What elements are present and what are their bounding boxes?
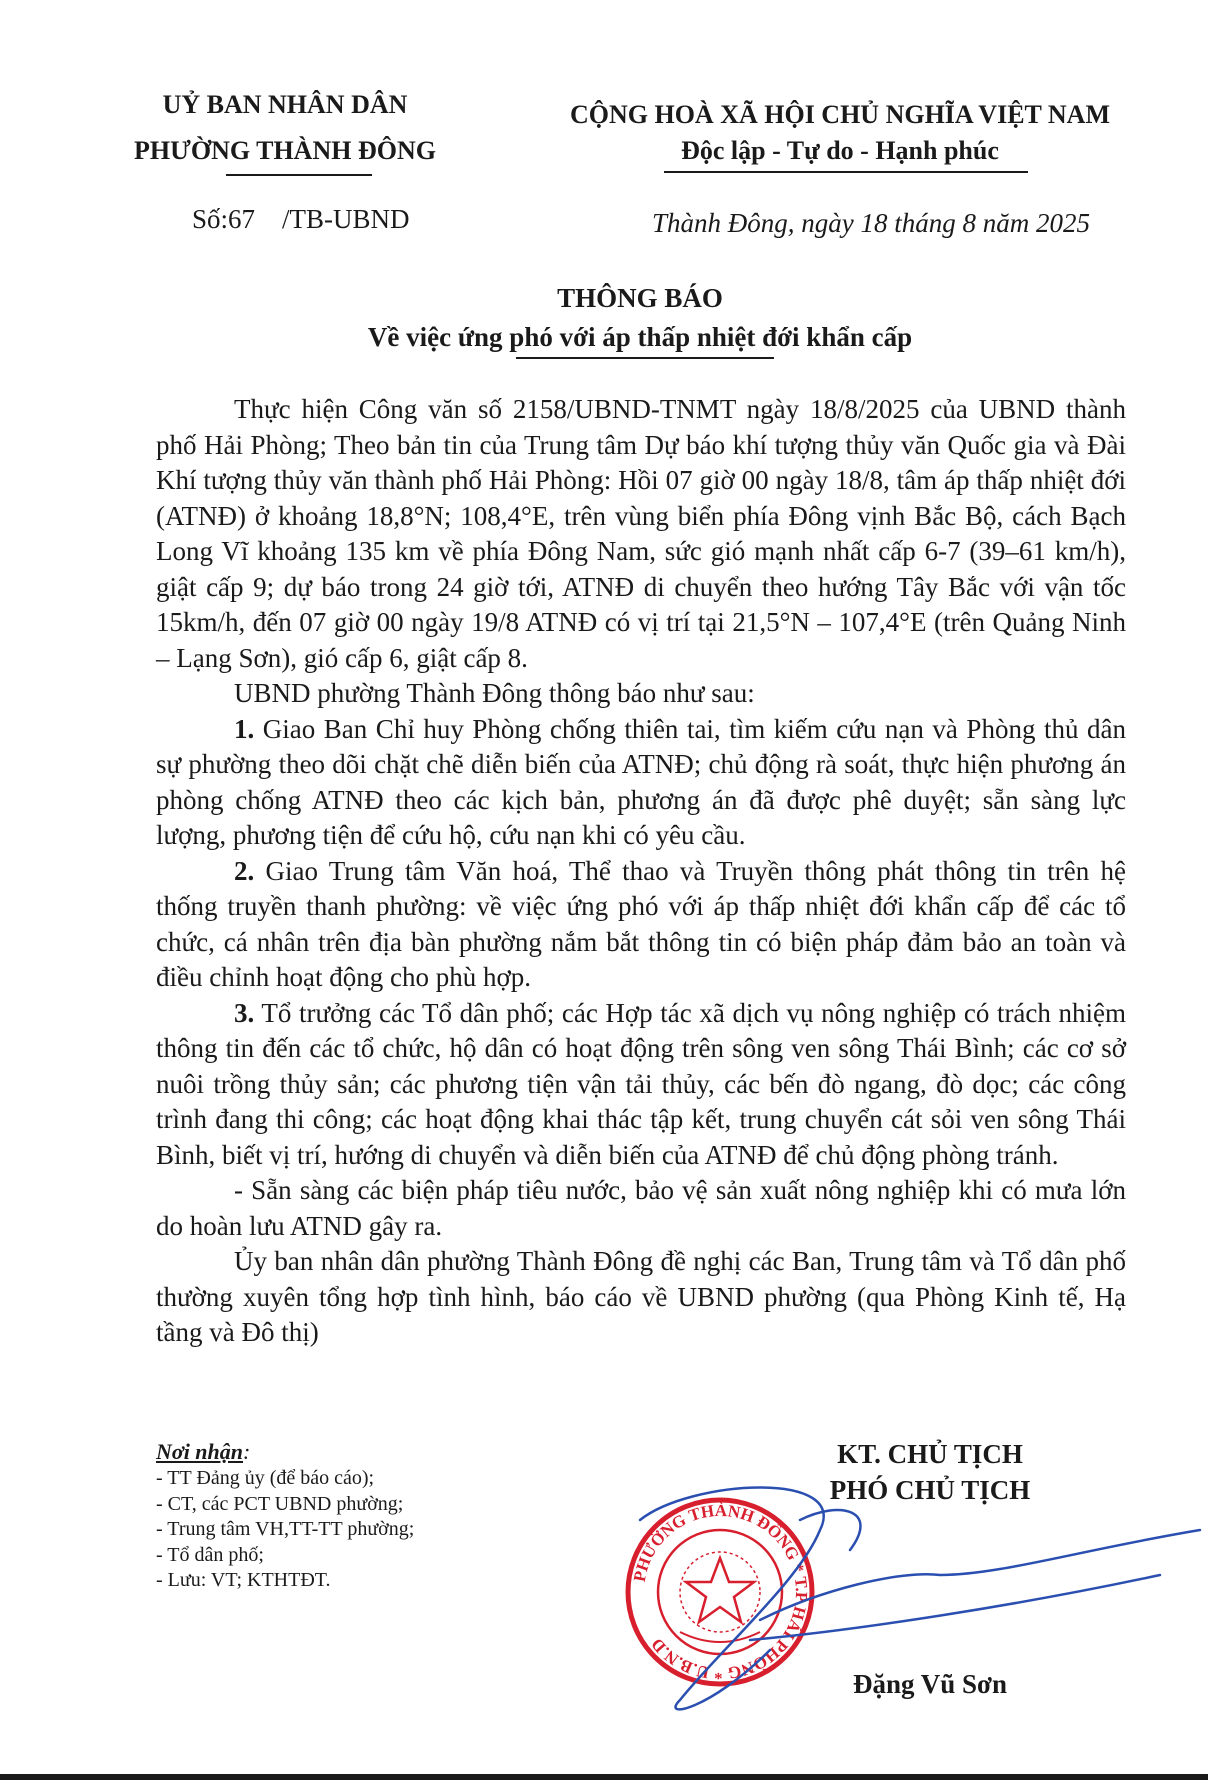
recipient-item: - CT, các PCT UBND phường;	[156, 1492, 404, 1515]
recipient-item: - Trung tâm VH,TT-TT phường;	[156, 1518, 415, 1540]
recipients-block	[156, 1438, 414, 1594]
org-name-line2: PHƯỜNG THÀNH ĐÔNG	[134, 136, 436, 165]
recipients-colon: :	[243, 1439, 251, 1464]
signature-title-line1: KT. CHỦ TỊCH	[837, 1439, 1023, 1469]
item-1-text: Giao Ban Chỉ huy Phòng chống thiên tai, tìm kiếm cứu nạn và Phòng thủ dân sự phường theo dõi chặt chẽ diễn biến của ATNĐ; chủ động rà soát, thực hiện phương án phòng chống ATNĐ theo các kịch bản, phương án đã được phê duyệt; sẵn sàng lực lượng, phương tiện để cứu hộ, cứu nạn khi có yêu cầu.	[156, 713, 1126, 850]
body-item-2	[156, 854, 1126, 996]
place-and-date: Thành Đông, ngày 18 tháng 8 năm 2025	[652, 208, 1090, 238]
body-closing: Ủy ban nhân dân phường Thành Đông đề nghị các Ban, Trung tâm và Tổ dân phố thường xuyên tổng hợp tình hình, báo cáo về UBND phường (qua Phòng Kinh tế, Hạ tầng và Đô thị)	[156, 1246, 1126, 1347]
signature-title-line2: PHÓ CHỦ TỊCH	[829, 1475, 1031, 1505]
nation-title: CỘNG HOÀ XÃ HỘI CHỦ NGHĨA VIỆT NAM	[569, 100, 1111, 129]
body-paragraph-intro: Thực hiện Công văn số 2158/UBND-TNMT ngày 18/8/2025 của UBND thành phố Hải Phòng; Theo bản tin của Trung tâm Dự báo khí tượng thủy văn Quốc gia và Đài Khí tượng thủy văn thành phố Hải Phòng: Hồi 07 giờ 00 ngày 18/8, tâm áp thấp nhiệt đới (ATNĐ) ở khoảng 18,8°N; 108,4°E, trên vùng biển phía Đông vịnh Bắc Bộ, cách Bạch Long Vĩ khoảng 135 km về phía Đông Nam, sức gió mạnh nhất cấp 6-7 (39–61 km/h), giật cấp 9; dự báo trong 24 giờ tới, ATNĐ di chuyển theo hướng Tây Bắc với vận tốc 15km/h, đến 07 giờ 00 ngày 19/8 ATNĐ có vị trí tại 21,5°N – 107,4°E (trên Quảng Ninh – Lạng Sơn), gió cấp 6, giật cấp 8.	[156, 394, 1126, 673]
document-body	[156, 392, 1126, 1351]
page-bottom-edge	[0, 1774, 1208, 1780]
body-paragraph-announce: UBND phường Thành Đông thông báo như sau:	[234, 678, 755, 708]
recipient-item: - Lưu: VT; KTHTĐT.	[156, 1569, 331, 1591]
org-name-line1: UỶ BAN NHÂN DÂN	[162, 90, 408, 119]
recipients-title-text: Nơi nhận	[156, 1439, 244, 1464]
body-item-3	[156, 996, 1126, 1174]
org-underline	[226, 174, 372, 176]
nation-motto: Độc lập - Tự do - Hạnh phúc	[681, 136, 999, 165]
item-2-text: Giao Trung tâm Văn hoá, Thể thao và Truyền thông phát thông tin trên hệ thống truyền thanh phường: về việc ứng phó với áp thấp nhiệt đới khẩn cấp để các tổ chức, cá nhân trên địa bàn phường nắm bắt thông tin có biện pháp đảm bảo an toàn và điều chỉnh hoạt động cho phù hợp.	[156, 855, 1126, 992]
item-2-number: 2.	[234, 855, 255, 886]
document-number: Số:67 /TB-UBND	[192, 204, 410, 234]
recipient-item: - TT Đảng ủy (để báo cáo);	[156, 1467, 375, 1489]
signer-name: Đặng Vũ Sơn	[852, 1669, 1008, 1699]
body-item-1	[156, 712, 1126, 854]
item-3-text: Tổ trưởng các Tổ dân phố; các Hợp tác xã dịch vụ nông nghiệp có trách nhiệm thông tin đến các tổ chức, hộ dân có hoạt động trên sông ven sông Thái Bình; các cơ sở nuôi trồng thủy sản; các phương tiện vận tải thủy, các bến đò ngang, đò dọc; các công trình đang thi công; các hoạt động khai thác tập kết, trung chuyển cát sỏi ven sông Thái Bình, biết vị trí, hướng di chuyển và diễn biến của ATNĐ để chủ động phòng tránh.	[156, 997, 1126, 1170]
item-3-number: 3.	[234, 997, 255, 1028]
document-title: THÔNG BÁO	[557, 283, 723, 313]
seal-text: PHƯỜNG THÀNH ĐÔNG * T.P HẢI PHÒNG * U.B.N.D	[629, 1500, 812, 1684]
motto-underline	[664, 171, 1028, 173]
subject-underline	[516, 357, 774, 359]
document-subject: Về việc ứng phó với áp thấp nhiệt đới khẩn cấp	[367, 322, 913, 352]
item-1-number: 1.	[234, 713, 255, 744]
recipient-item: - Tổ dân phố;	[156, 1543, 264, 1566]
recipients-title	[156, 1438, 414, 1466]
body-dash-item: - Sẵn sàng các biện pháp tiêu nước, bảo vệ sản xuất nông nghiệp khi có mưa lớn do hoàn lưu ATND gây ra.	[156, 1175, 1126, 1241]
